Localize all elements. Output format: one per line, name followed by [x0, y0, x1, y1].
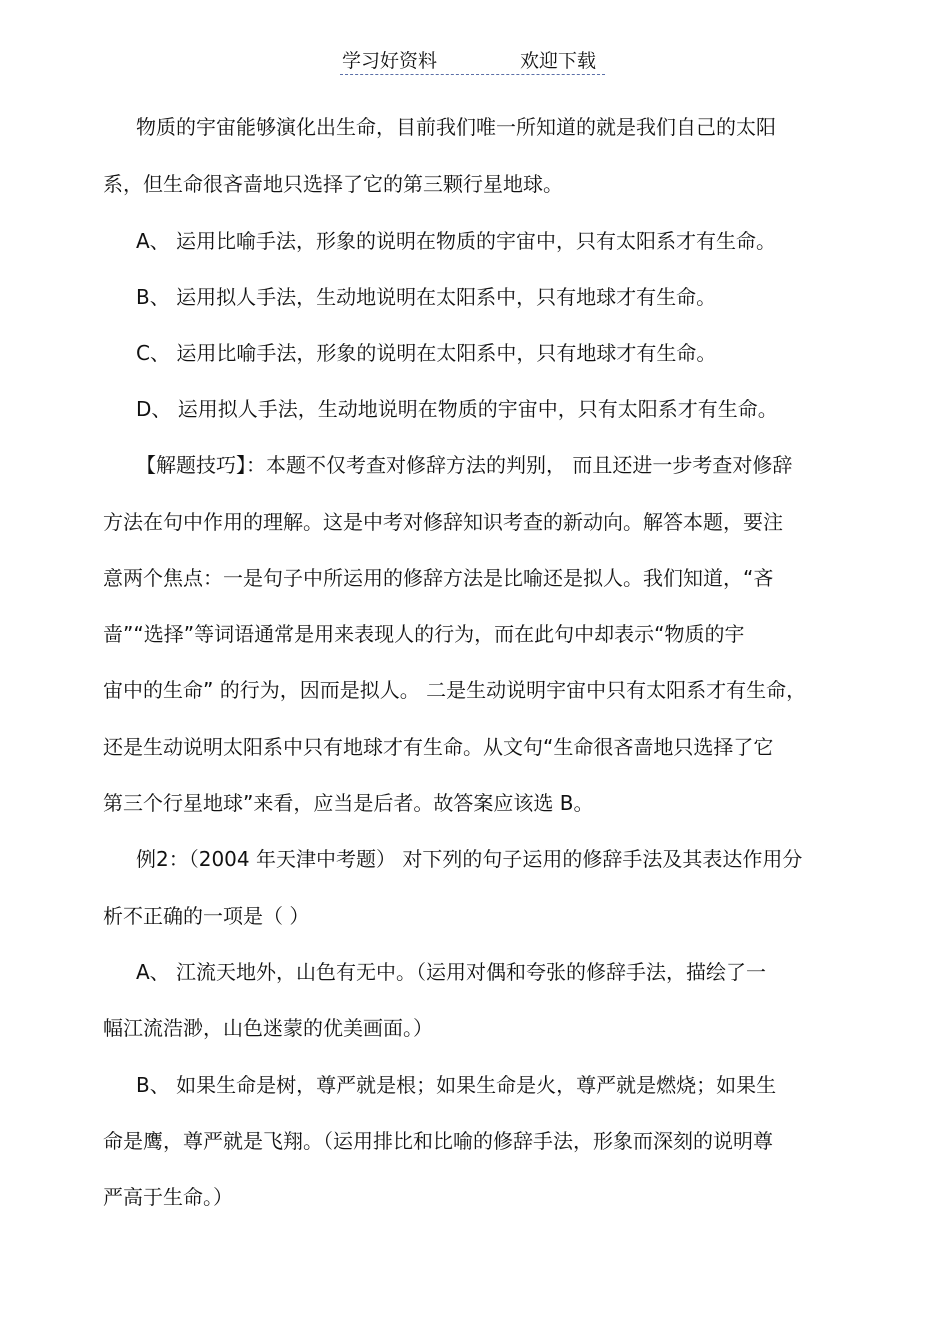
para1-line1: 物质的宇宙能够演化出生命，目前我们唯一所知道的就是我们自己的太阳 [136, 115, 776, 139]
tips-line3: 意两个焦点：一是句子中所运用的修辞方法是比喻还是拟人。我们知道，“吝 [103, 566, 774, 590]
header-right-text: 欢迎下载 [520, 50, 597, 72]
option-a: A、 运用比喻手法，形象的说明在物质的宇宙中，只有太阳系才有生命。 [136, 229, 777, 253]
example2-line2: 析不正确的一项是（ ） [103, 904, 310, 928]
tips-line2: 方法在句中作用的理解。这是中考对修辞知识考查的新动向。解答本题，要注 [103, 510, 783, 534]
option-d: D、 运用拟人手法，生动地说明在物质的宇宙中，只有太阳系才有生命。 [136, 397, 778, 421]
example2-option-a-line2: 幅江流浩渺，山色迷蒙的优美画面。） [103, 1016, 433, 1040]
tips-line6: 还是生动说明太阳系中只有地球才有生命。从文句“生命很吝啬地只选择了它 [103, 735, 774, 759]
example2-line1: 例2：（2004 年天津中考题） 对下列的句子运用的修辞手法及其表达作用分 [136, 847, 803, 871]
tips-line7: 第三个行星地球”来看，应当是后者。故答案应该选 B。 [103, 791, 594, 815]
tips-line5: 宙中的生命” 的行为，因而是拟人。 二是生动说明宇宙中只有太阳系才有生命， [103, 678, 807, 702]
page-header [340, 44, 605, 75]
example2-option-b-line1: B、 如果生命是树，尊严就是根；如果生命是火，尊严就是燃烧；如果生 [136, 1073, 777, 1097]
para1-line2: 系，但生命很吝啬地只选择了它的第三颗行星地球。 [103, 172, 563, 196]
option-c: C、 运用比喻手法，形象的说明在太阳系中，只有地球才有生命。 [136, 341, 717, 365]
example2-option-a-line1: A、 江流天地外，山色有无中。（运用对偶和夸张的修辞手法，描绘了一 [136, 960, 767, 984]
example2-option-b-line2: 命是鹰，尊严就是飞翔。（运用排比和比喻的修辞手法，形象而深刻的说明尊 [103, 1129, 773, 1153]
tips-line4: 啬”“选择”等词语通常是用来表现人的行为，而在此句中却表示“物质的宇 [103, 622, 745, 646]
example2-option-b-line3: 严高于生命。） [103, 1185, 233, 1209]
tips-line1: 【解题技巧】：本题不仅考查对修辞方法的判别， 而且还进一步考查对修辞 [136, 453, 793, 477]
header-left-text: 学习好资料 [342, 50, 438, 72]
option-b: B、 运用拟人手法，生动地说明在太阳系中，只有地球才有生命。 [136, 285, 717, 309]
